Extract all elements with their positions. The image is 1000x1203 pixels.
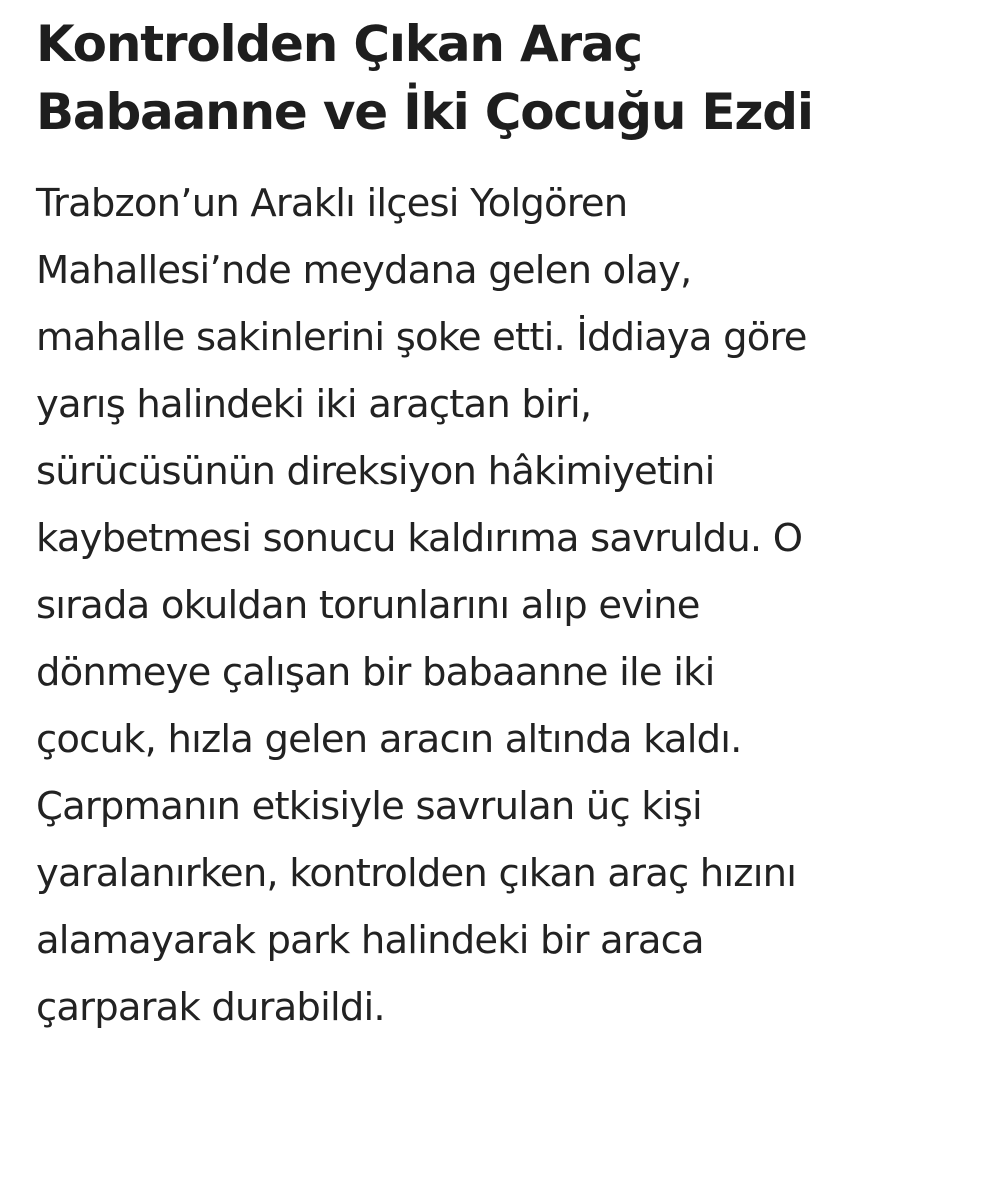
body-line: yaralanırken, kontrolden çıkan araç hızını — [36, 851, 797, 896]
body-line: Trabzon’un Araklı ilçesi Yolgören — [36, 181, 628, 226]
headline-line: Kontrolden Çıkan Araç — [36, 15, 642, 73]
body-line: mahalle sakinlerini şoke etti. İddiaya göre — [36, 315, 807, 360]
body-line: Mahallesi’nde meydana gelen olay, — [36, 248, 692, 293]
article-headline — [36, 0, 976, 146]
body-line: kaybetmesi sonucu kaldırıma savruldu. O — [36, 516, 803, 561]
body-line: çocuk, hızla gelen aracın altında kaldı. — [36, 717, 742, 762]
article-body — [36, 170, 976, 1041]
headline-line: Babaanne ve İki Çocuğu Ezdi — [36, 83, 813, 141]
news-article — [36, 0, 976, 1041]
body-line: Çarpmanın etkisiyle savrulan üç kişi — [36, 784, 702, 829]
body-line: dönmeye çalışan bir babaanne ile iki — [36, 650, 715, 695]
body-line: alamayarak park halindeki bir araca — [36, 918, 704, 963]
body-line: çarparak durabildi. — [36, 985, 385, 1030]
body-line: yarış halindeki iki araçtan biri, — [36, 382, 592, 427]
body-line: sürücüsünün direksiyon hâkimiyetini — [36, 449, 715, 494]
body-line: sırada okuldan torunlarını alıp evine — [36, 583, 700, 628]
